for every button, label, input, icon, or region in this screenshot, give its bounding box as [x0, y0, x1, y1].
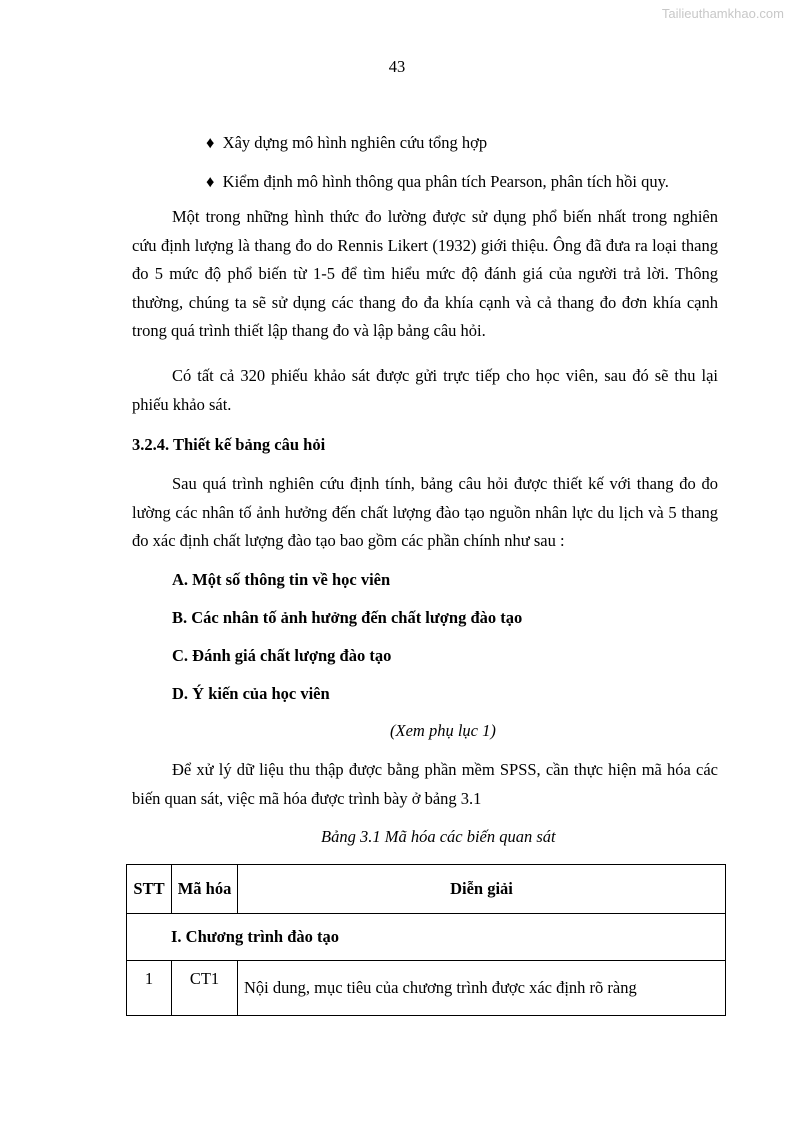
header-code: Mã hóa	[172, 865, 238, 914]
diamond-bullet-icon: ♦	[206, 172, 215, 191]
paragraph: Có tất cả 320 phiếu khảo sát được gửi trực tiếp cho học viên, sau đó sẽ thu lại phiếu khảo sát.	[132, 366, 718, 414]
bullet-text: Xây dựng mô hình nghiên cứu tổng hợp	[222, 133, 488, 152]
cell-stt: 1	[127, 961, 172, 1016]
paragraph: Để xử lý dữ liệu thu thập được bằng phần mềm SPSS, cần thực hiện mã hóa các biến quan sát, việc mã hóa được trình bày ở bảng 3.1	[132, 760, 718, 808]
header-stt: STT	[127, 865, 172, 914]
section-heading: 3.2.4. Thiết kế bảng câu hỏi	[132, 435, 326, 454]
paragraph: Sau quá trình nghiên cứu định tính, bảng câu hỏi được thiết kế với thang đo đo lường các nhân tố ảnh hưởng đến chất lượng đào tạo nguồn nhân lực du lịch và 5 thang đo xác định chất lượng đào tạo bao gồm các phần chính như sau :	[132, 474, 718, 550]
table-header-row	[127, 865, 726, 914]
bullet-item	[206, 172, 669, 192]
cell-description: Nội dung, mục tiêu của chương trình được xác định rõ ràng	[238, 961, 726, 1016]
group-label: I. Chương trình đào tạo	[127, 914, 726, 961]
header-description: Diễn giải	[238, 865, 726, 914]
watermark: Tailieuthamkhao.com	[661, 6, 784, 21]
page-number: 43	[388, 57, 406, 76]
table-group-row	[127, 914, 726, 961]
diamond-bullet-icon: ♦	[206, 133, 215, 152]
appendix-note: (Xem phụ lục 1)	[390, 721, 496, 740]
section-item: C. Đánh giá chất lượng đào tạo	[172, 646, 392, 665]
cell-code: CT1	[172, 961, 238, 1016]
paragraph: Một trong những hình thức đo lường được sử dụng phổ biến nhất trong nghiên cứu định lượng là thang đo do Rennis Likert (1932) giới thiệu. Ông đã đưa ra loại thang đo 5 mức độ phổ biến từ 1-5 để tìm hiểu mức độ đánh giá của người trả lời. Thông thường, chúng ta sẽ sử dụng các thang đo đa khía cạnh và cả thang đo đơn khía cạnh trong quá trình thiết lập thang đo và lập bảng câu hỏi.	[132, 207, 718, 340]
table-caption: Bảng 3.1 Mã hóa các biến quan sát	[321, 827, 556, 846]
section-item: B. Các nhân tố ảnh hưởng đến chất lượng đào tạo	[172, 608, 523, 627]
bullet-item	[206, 133, 487, 153]
section-item: D. Ý kiến của học viên	[172, 684, 330, 703]
coding-table	[126, 864, 726, 1016]
table-row	[127, 961, 726, 1016]
section-item: A. Một số thông tin về học viên	[172, 570, 391, 589]
bullet-text: Kiểm định mô hình thông qua phân tích Pearson, phân tích hồi quy.	[222, 172, 669, 191]
